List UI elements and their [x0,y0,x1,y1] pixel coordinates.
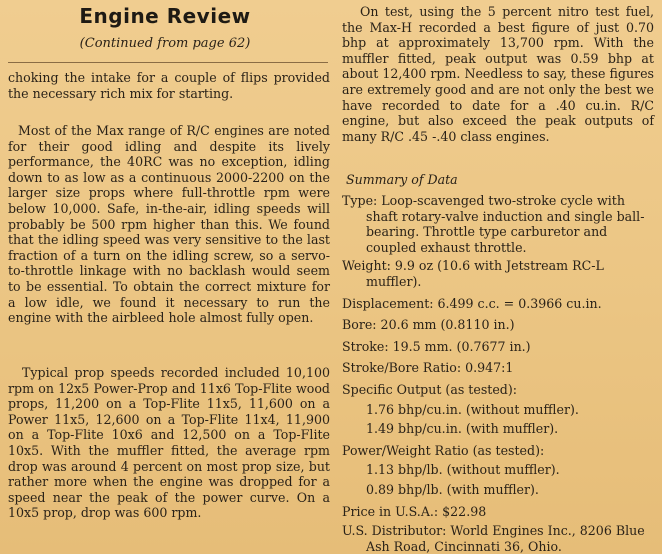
article-title: Engine Review [79,4,251,28]
spec-power-weight-2: 0.89 bhp/lb. (with muffler). [366,481,539,497]
summary-heading: Summary of Data [346,172,458,187]
title-divider [8,62,328,63]
spec-price: Price in U.S.A.: $22.98 [342,503,487,519]
spec-power-weight: Power/Weight Ratio (as tested): [342,442,545,458]
spec-bore: Bore: 20.6 mm (0.8110 in.) [342,317,515,333]
data-summary [342,193,658,554]
spec-specific-output-1: 1.76 bhp/cu.in. (without muffler). [366,401,579,417]
spec-specific-output: Specific Output (as tested): [342,381,518,397]
paragraph-starting: choking the intake for a couple of flips provided the necessary rich mix for starting. [8,70,330,101]
spec-stroke: Stroke: 19.5 mm. (0.7677 in.) [342,338,531,354]
paragraph-idling: Most of the Max range of R/C engines are noted for their good idling and despite its lively performance, the 40RC was no exception, idling down to as low as a continuous 2000-2200 on the larger size props where full-throttle rpm were below 10,000. Safe, in-the-air, idling speeds will probably be 500 rpm higher than this. We found that the idling speed was very sensitive to the last fraction of a turn on the idling screw, so a servo-to-throttle linkage with no backlash would seem to be essential. To obtain the correct mixture for a low idle, we found it necessary to run the engine with the airbleed hole almost fully open. [8,123,330,326]
paragraph-prop-speeds: Typical prop speeds recorded included 10,100 rpm on 12x5 Power-Prop and 11x6 Top-Flite wood props, 11,200 on a Top-Flite 11x5, 11,600 on a Power 11x5, 12,600 on a Top-Flite 11x4, 11,900 on a Top-Flite 10x6 and 12,500 on a Top-Flite 10x5. With the muffler fitted, the average rpm drop was around 4 percent on most prop size, but rather more when the engine was dropped for a speed near the peak of the power curve. On a 10x5 prop, drop was 600 rpm. [8,365,330,521]
spec-specific-output-2: 1.49 bhp/cu.in. (with muffler). [366,421,559,437]
spec-type: Type: Loop-scavenged two-stroke cycle with shaft rotary-valve induction and single ball-bearing. Throttle type carburetor and coupled exhaust throttle. [342,193,645,255]
spec-ratio: Stroke/Bore Ratio: 0.947:1 [342,360,514,376]
continued-note: (Continued from page 62) [79,36,251,51]
paragraph-test-results: On test, using the 5 percent nitro test fuel, the Max-H recorded a best figure of just 0.70 bhp at approximately 13,700 rpm. With the muffler fitted, peak output was 0.59 bhp at about 12,400 rpm. Needless to say, these figures are extremely good and are not only the best we have recorded to date for a .40 cu.in. R/C engine, but also exceed the peak outputs of many R/C .45 -.40 class engines. [342,4,654,144]
spec-distributor: U.S. Distributor: World Engines Inc., 8206 Blue Ash Road, Cincinnati 36, Ohio. [342,523,645,554]
spec-weight: Weight: 9.9 oz (10.6 with Jetstream RC-L muffler). [342,258,604,289]
spec-displacement: Displacement: 6.499 c.c. = 0.3966 cu.in. [342,295,602,311]
spec-power-weight-1: 1.13 bhp/lb. (without muffler). [366,462,560,478]
